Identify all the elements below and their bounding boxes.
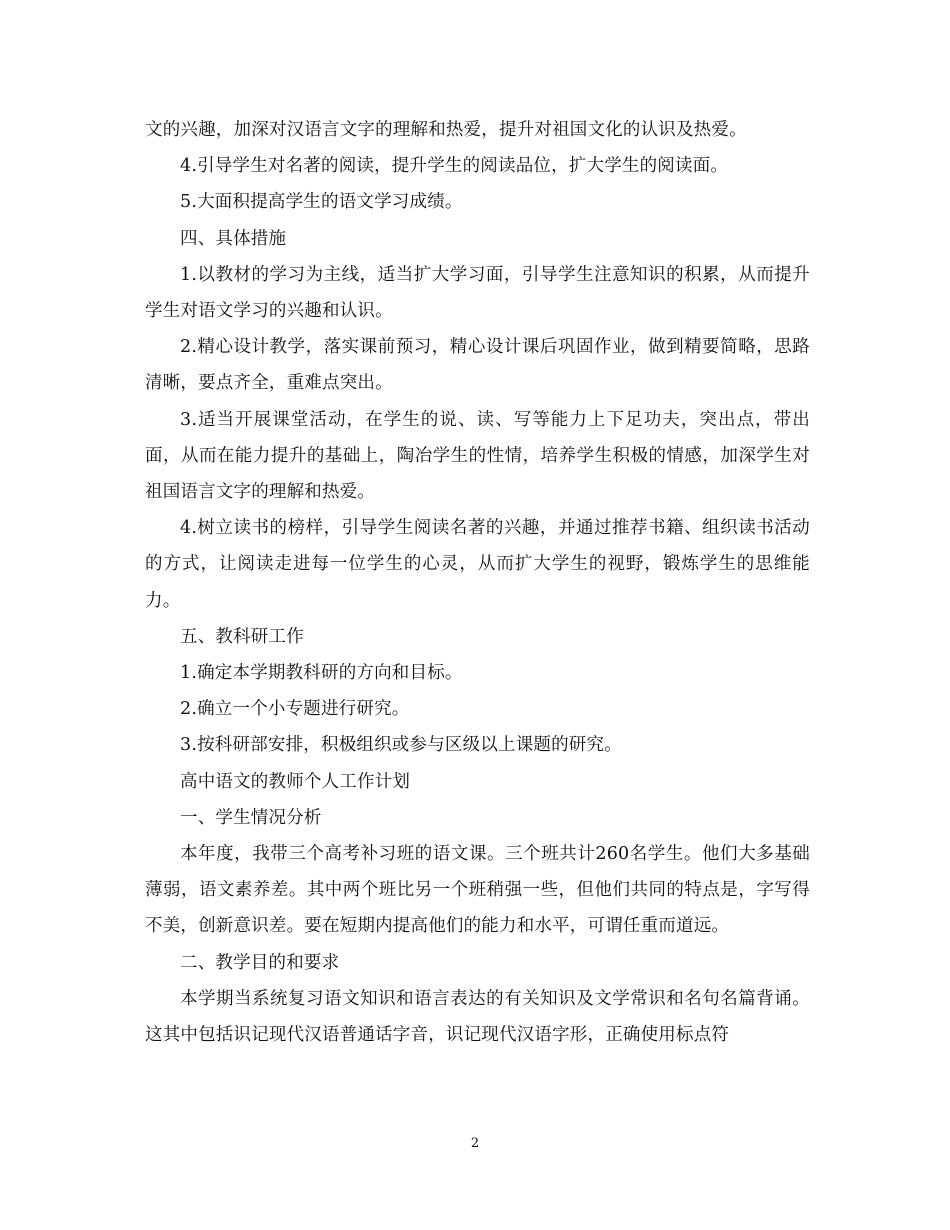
paragraph: 1.确定本学期教科研的方向和目标。 (180, 663, 463, 684)
paragraph: 1.以教材的学习为主线，适当扩大学习面，引导学生注意知识的积累，从而提升学生对语文学习的兴趣和认识。 (145, 264, 810, 322)
paragraph: 本年度，我带三个高考补习班的语文课。三个班共计260名学生。他们大多基础薄弱，语文素养差。其中两个班比另一个班稍强一些，但他们共同的特点是，字写得不美，创新意识差。要在短期内提高他们的能力和水平，可谓任重而道远。 (145, 844, 810, 937)
paragraph: 3.按科研部安排，积极组织或参与区级以上课题的研究。 (180, 735, 622, 756)
document-body (145, 112, 810, 1053)
paragraph: 5.大面积提高学生的语文学习成绩。 (180, 192, 463, 213)
section-heading: 一、学生情况分析 (180, 807, 322, 828)
paragraph: 文的兴趣，加深对汉语言文字的理解和热爱，提升对祖国文化的认识及热爱。 (145, 120, 747, 140)
paragraph: 4.引导学生对名著的阅读，提升学生的阅读品位，扩大学生的阅读面。 (180, 156, 729, 177)
paragraph: 2.精心设计教学，落实课前预习，精心设计课后巩固作业，做到精要简略，思路清晰，要点齐全，重难点突出。 (145, 337, 810, 394)
section-heading: 二、教学目的和要求 (180, 952, 340, 973)
page-number: 2 (470, 1136, 480, 1151)
paragraph: 本学期当系统复习语文知识和语言表达的有关知识及文学常识和名句名篇背诵。这其中包括识记现代汉语普通话字音，识记现代汉语字形，正确使用标点符 (145, 988, 810, 1046)
paragraph: 3.适当开展课堂活动，在学生的说、读、写等能力上下足功夫，突出点，带出面，从而在能力提升的基础上，陶冶学生的性情，培养学生积极的情感，加深学生对祖国语言文字的理解和热爱。 (145, 409, 810, 503)
section-heading: 五、教科研工作 (180, 626, 304, 647)
paragraph: 4.树立读书的榜样，引导学生阅读名著的兴趣，并通过推荐书籍、组织读书活动的方式，让阅读走进每一位学生的心灵，从而扩大学生的视野，锻炼学生的思维能力。 (145, 518, 810, 611)
document-subtitle: 高中语文的教师个人工作计划 (180, 771, 411, 792)
section-heading: 四、具体措施 (180, 228, 287, 249)
paragraph: 2.确立一个小专题进行研究。 (180, 699, 410, 720)
